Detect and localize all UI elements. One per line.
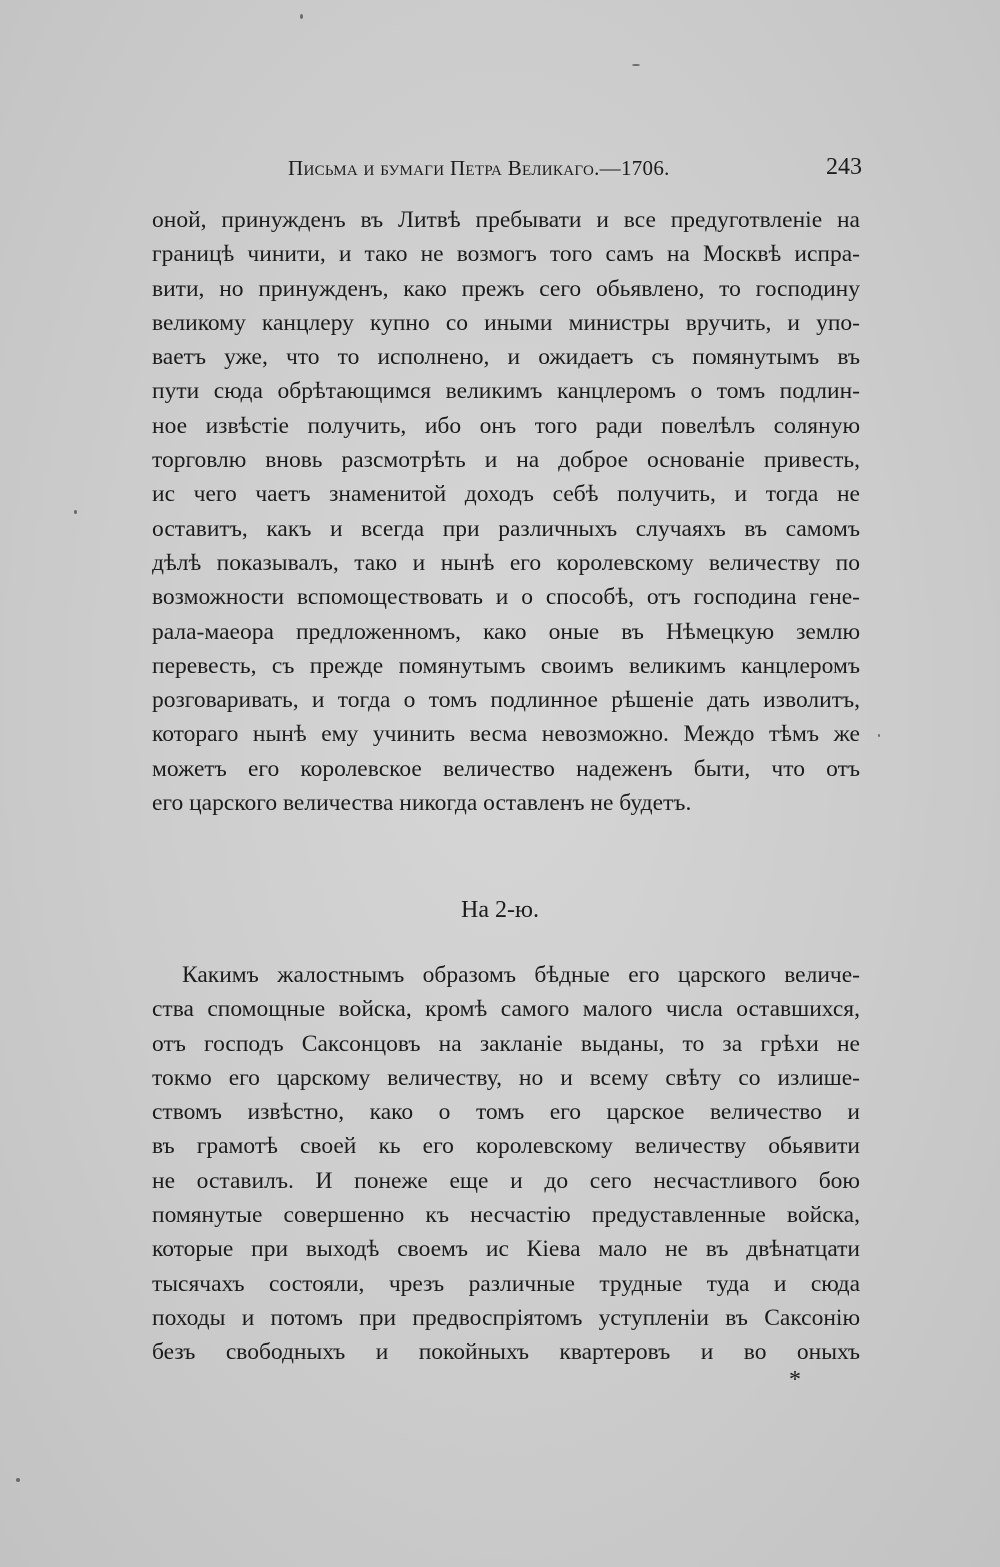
text-line: ваетъ уже, что то исполнено, и ожидаетъ съ помянутымъ въ (152, 344, 860, 371)
text-line: ис чего чаетъ знаменитой доходъ себѣ получить, и тогда не (152, 481, 860, 508)
page-number: 243 (826, 154, 862, 180)
text-line: Какимъ жалостнымъ образомъ бѣдные его царского величе- (182, 962, 860, 988)
paper-speck (632, 64, 640, 66)
text-line: въ грамотѣ своей кь его королевскому величеству обьявити (152, 1133, 860, 1160)
text-line: походы и потомъ при предвоспрiятомъ уступленiи въ Саксонiю (152, 1304, 860, 1331)
text-line: которые при выходѣ своемъ ис Кiева мало не въ двѣнатцати (152, 1236, 860, 1263)
text-line: оставитъ, какъ и всегда при различныхъ случаяхъ въ самомъ (152, 515, 860, 542)
text-line: ствомъ извѣстно, како о томъ его царское величество и (152, 1099, 860, 1126)
text-line: дѣлѣ показывалъ, тако и нынѣ его королевскому величеству по (152, 549, 860, 576)
paper-speck (300, 14, 303, 19)
running-head-title: Письма и бумаги Петра Великаго.—1706. (288, 156, 670, 180)
text-line: перевесть, съ прежде помянутымъ своимъ великимъ канцлеромъ (152, 652, 860, 679)
text-line: великому канцлеру купно со иными министры вручить, и упо- (152, 309, 860, 336)
text-line: ное извѣстiе получить, ибо онъ того ради повелѣлъ соляную (152, 412, 860, 439)
text-line: оной, принужденъ въ Литвѣ пребывати и все предуготвленiе на (152, 207, 860, 233)
paper-speck (16, 1478, 20, 1482)
text-line: его царского величества никогда оставленъ не будетъ. (152, 790, 692, 817)
text-line: можетъ его королевское величество надеженъ быти, что отъ (152, 755, 860, 782)
paragraph-continued (152, 203, 860, 820)
section-heading: На 2-ю. (461, 897, 539, 923)
text-line: границѣ чинити, и тако не возмогъ того самъ на Москвѣ испра- (152, 241, 860, 268)
text-line: безъ свободныхъ и покойныхъ квартеровъ и во оныхъ (152, 1339, 860, 1366)
text-line: торговлю вновь разсмотрѣть и на доброе основанiе привесть, (152, 447, 860, 474)
text-line: пути сюда обрѣтающимся великимъ канцлеромъ о томъ подлин- (152, 378, 860, 405)
text-line: помянутые совершенно къ несчастiю предуставленные войска, (152, 1202, 860, 1229)
paper-speck (878, 734, 880, 737)
text-line: котораго нынѣ ему учинить весма невозможно. Междо тѣмъ же (152, 721, 860, 748)
paragraph-second (152, 958, 860, 1370)
text-line: отъ господъ Саксонцовъ на закланiе выданы, то за грѣхи не (152, 1030, 860, 1057)
text-line: возможности вспомоществовать и о способѣ, отъ господина гене- (152, 584, 860, 611)
text-line: розговаривать, и тогда о томъ подлинное рѣшенiе дать изволитъ, (152, 687, 860, 714)
running-head (288, 150, 862, 190)
signature-mark: * (789, 1367, 801, 1393)
text-line: ства спомощные войска, кромѣ самого малого числа оставшихся, (152, 996, 860, 1023)
text-line: тысячахъ состояли, чрезъ различные трудные туда и сюда (152, 1270, 860, 1297)
text-line: рала-маеора предложенномъ, како оные въ Нѣмецкую землю (152, 618, 860, 645)
text-line: не оставилъ. И понеже еще и до сего несчастливого бою (152, 1167, 860, 1194)
text-line: вити, но принужденъ, како прежъ сего обьявлено, то господину (152, 275, 860, 302)
text-line: токмо его царскому величеству, но и всему свѣту со излише- (152, 1064, 860, 1091)
paper-speck (74, 510, 77, 514)
